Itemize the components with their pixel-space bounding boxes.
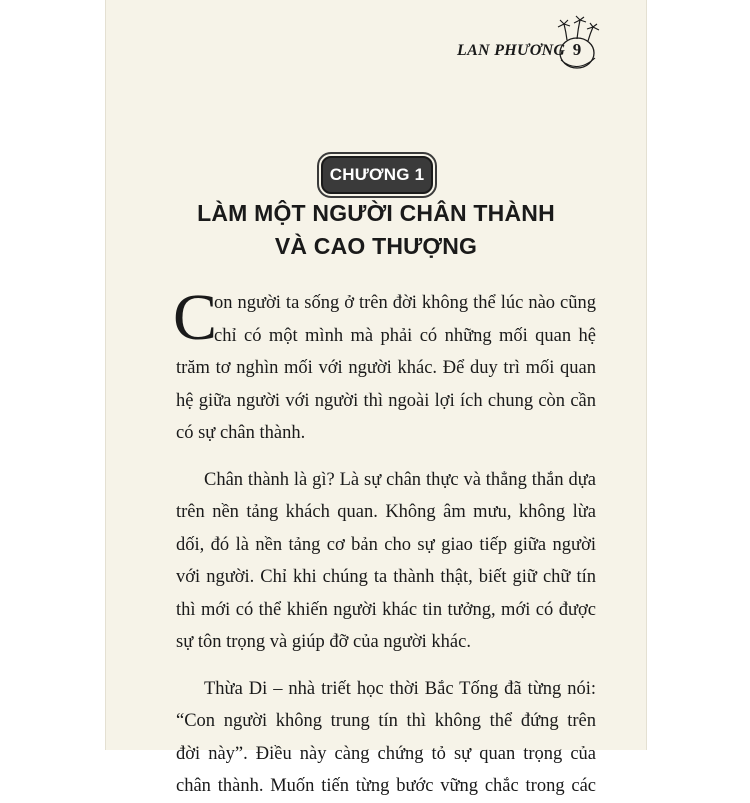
text-line: chân thành. Muốn tiến từng bước vững chắc trong các (176, 776, 596, 796)
text-line: Thừa Di – nhà triết học thời Bắc Tống đã từng nói: (204, 678, 596, 699)
text-line: chỉ có một mình mà phải có những mối quan hệ (214, 325, 596, 346)
page-number: 9 (572, 40, 582, 59)
text-line: sự tôn trọng và giúp đỡ của người khác. (176, 632, 471, 652)
book-page (105, 0, 647, 796)
text-line: trên nền tảng khách quan. Không âm mưu, không lừa (176, 502, 596, 522)
chapter-label: CHƯƠNG 1 (321, 156, 433, 194)
text-line: thì mới có thể khiến người khác tin tưởng, mới có được (176, 599, 596, 620)
text-line: đời này”. Điều này càng chứng tỏ sự quan trọng của (176, 743, 596, 764)
text-line: với người. Chỉ khi chúng ta thành thật, biết giữ chữ tín (176, 567, 596, 587)
chapter-title-line-1: LÀM MỘT NGƯỜI CHÂN THÀNH (197, 200, 555, 226)
chapter-title-line-2: VÀ CAO THƯỢNG (274, 233, 478, 259)
text-line: Chân thành là gì? Là sự chân thực và thẳng thắn dựa (204, 469, 596, 490)
drop-cap: C (173, 281, 218, 354)
text-line: dối, đó là nền tảng cơ bản cho sự giao tiếp giữa người (176, 534, 596, 555)
text-line: “Con người không trung tín thì không thể đứng trên (176, 711, 596, 731)
text-line: C on người ta sống ở trên đời không thể lúc nào cũng (173, 281, 596, 354)
text-line: hệ giữa người với người thì ngoài lợi ích chung còn cần (176, 390, 596, 411)
paragraph-1 (173, 281, 596, 450)
author-name: LAN PHƯƠNG (457, 42, 566, 59)
text-line: trăm tơ nghìn mối với người khác. Để duy trì mối quan (176, 358, 596, 378)
text-line: có sự chân thành. (176, 423, 306, 443)
running-header (106, 30, 646, 90)
chapter-body (173, 281, 596, 803)
paragraph-3 (176, 673, 596, 803)
paragraph-2 (176, 464, 596, 659)
